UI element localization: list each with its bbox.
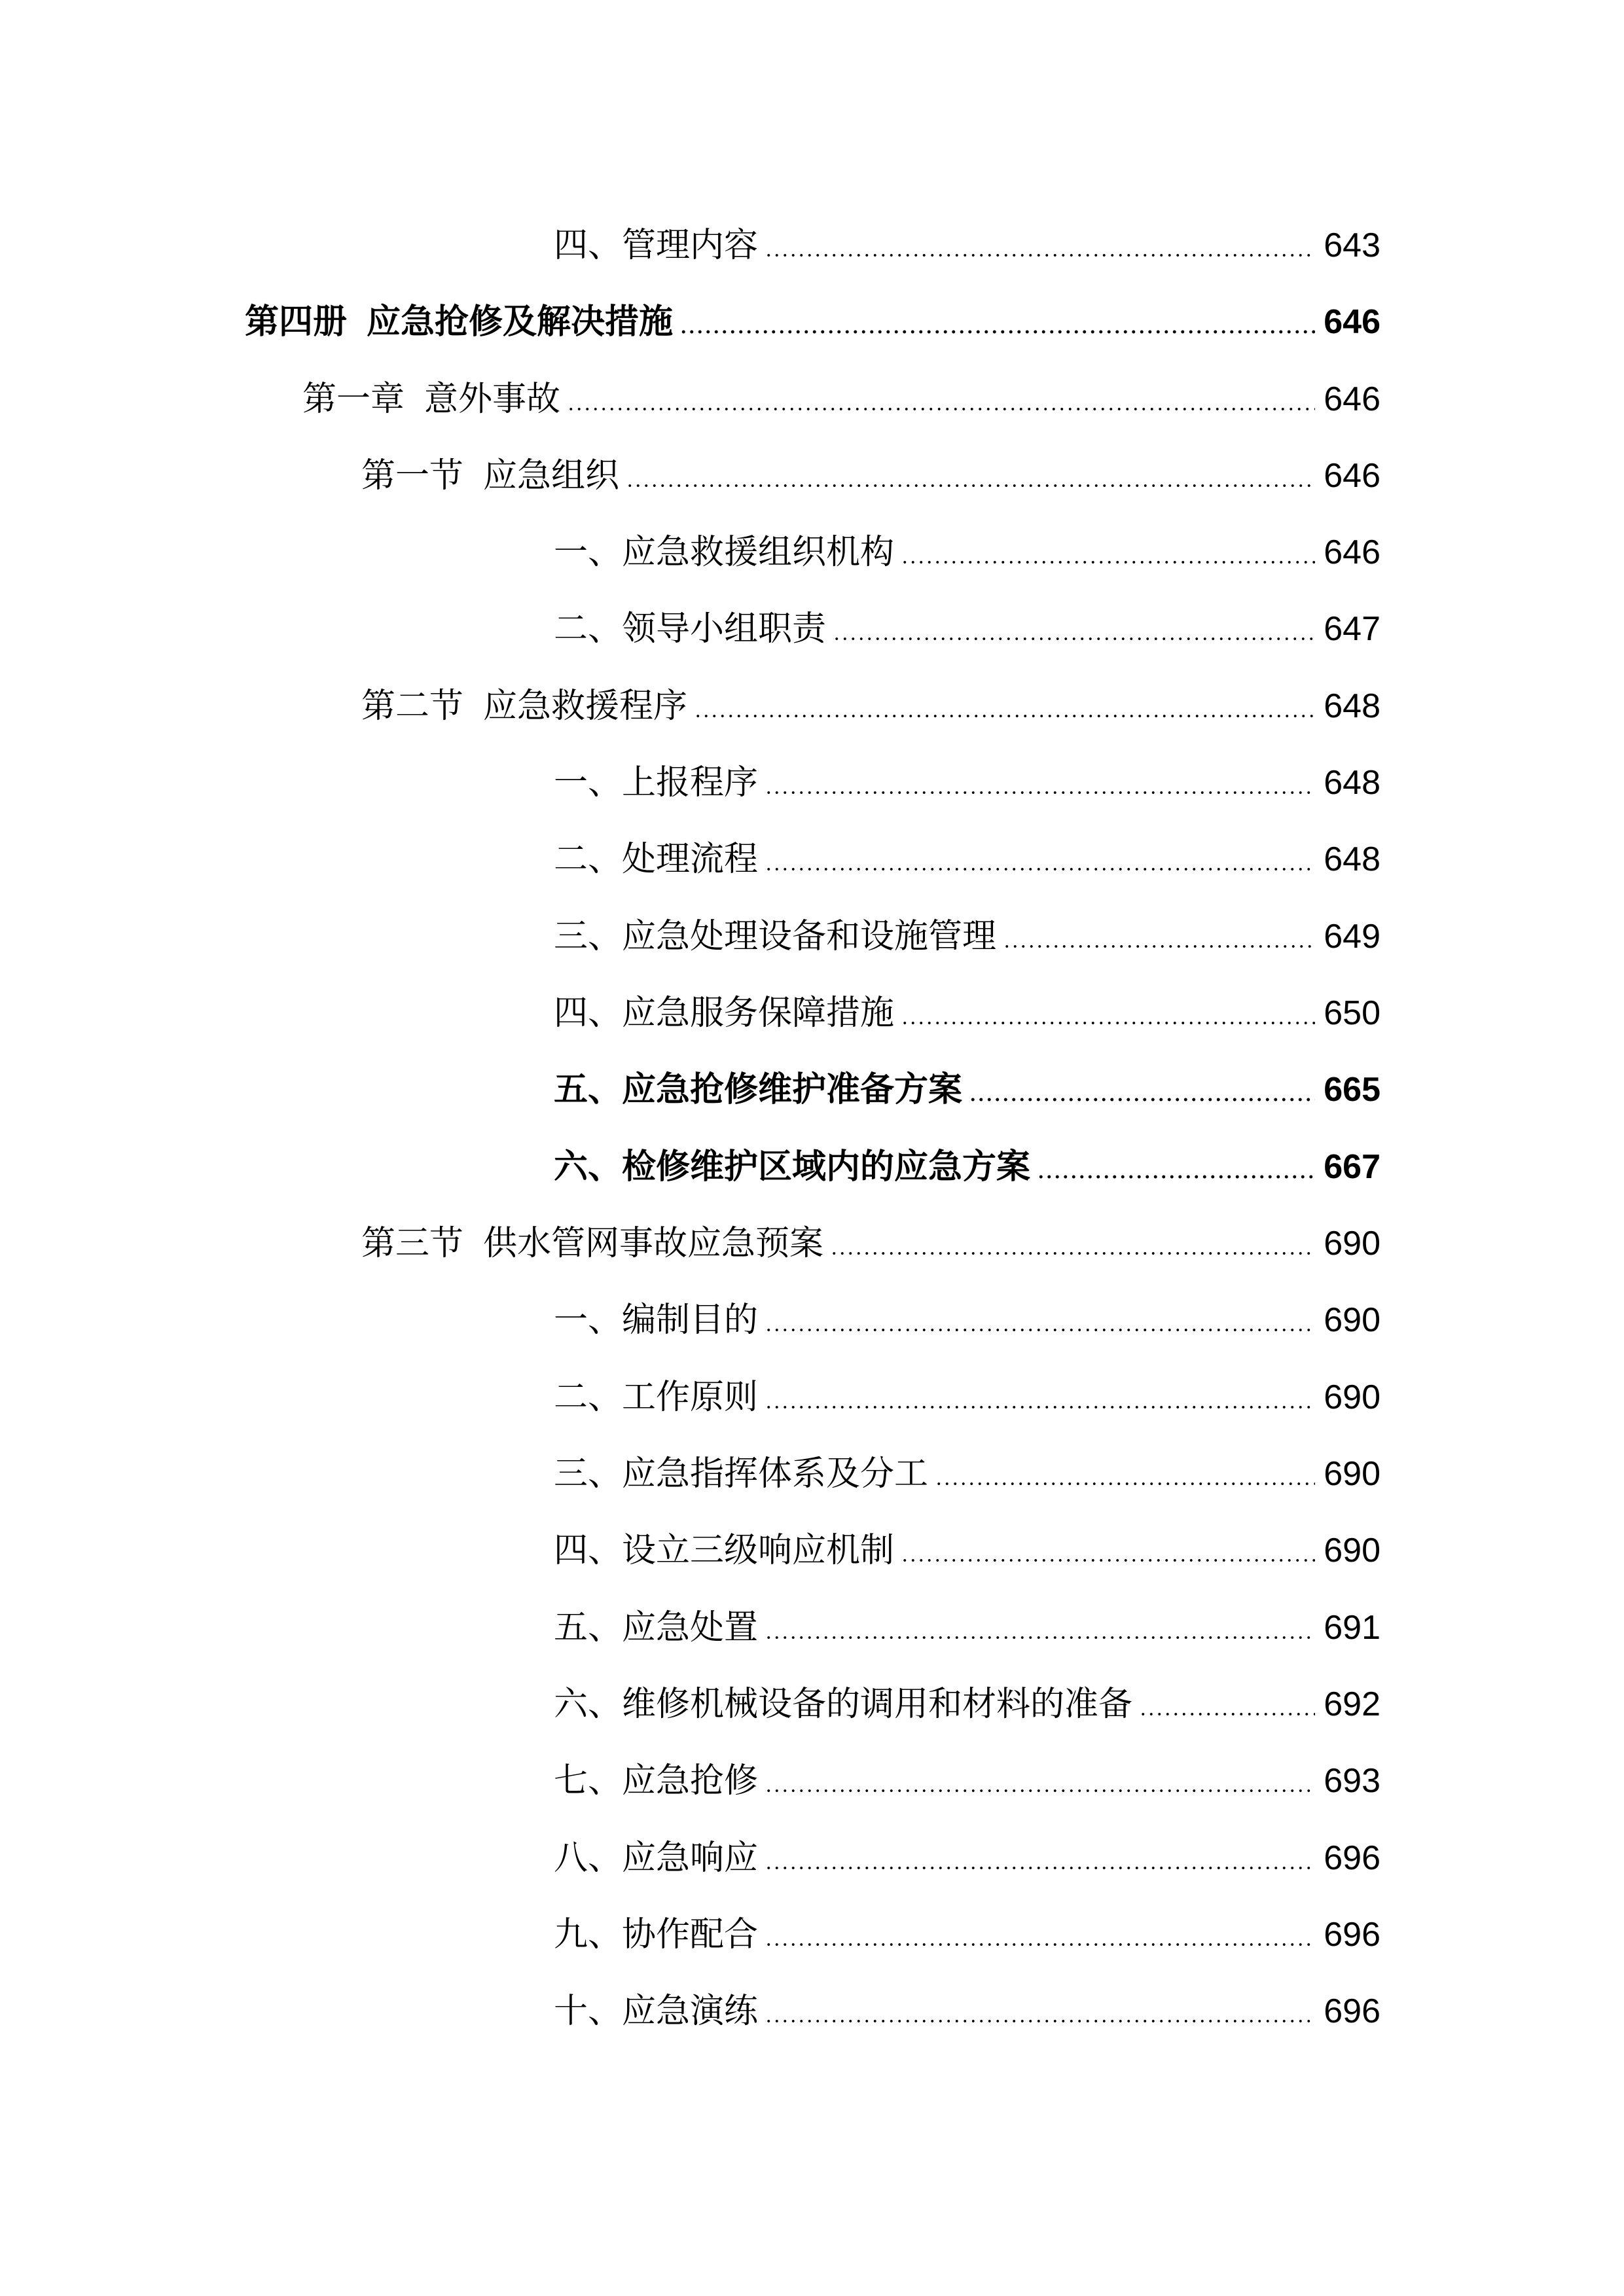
toc-entry-label: 应急抢修及解决措施 — [367, 302, 674, 342]
toc-entry-prefix: 第一节 — [361, 456, 464, 495]
toc-entry-page: 667 — [1324, 1148, 1380, 1186]
toc-dot-leader — [765, 1789, 1315, 1793]
toc-entry-title: 十、应急演练 — [554, 1992, 759, 2031]
toc-entry[interactable] — [554, 1294, 1380, 1346]
toc-entry-page: 696 — [1324, 1839, 1380, 1877]
toc-entry-label: 意外事故 — [424, 380, 561, 419]
toc-entry-page: 647 — [1324, 610, 1380, 648]
toc-entry[interactable] — [554, 603, 1380, 655]
toc-entry-title: 五、应急处置 — [554, 1608, 759, 1647]
toc-entry-volume[interactable] — [245, 296, 1380, 348]
toc-entry-title: 三、应急处理设备和设施管理 — [554, 917, 997, 956]
toc-entry-page: 643 — [1324, 226, 1380, 264]
toc-entry-title: 六、检修维护区域内的应急方案 — [554, 1147, 1031, 1187]
toc-entry-page: 665 — [1324, 1071, 1380, 1109]
toc-entry-page: 649 — [1324, 918, 1380, 956]
toc-dot-leader — [969, 1098, 1315, 1102]
toc-entry-prefix: 第一章 — [302, 380, 405, 419]
toc-entry-page: 690 — [1324, 1301, 1380, 1339]
toc-entry-title: 六、维修机械设备的调用和材料的准备 — [554, 1685, 1133, 1724]
toc-entry[interactable] — [554, 1448, 1380, 1500]
toc-dot-leader — [833, 637, 1315, 641]
toc-dot-leader — [567, 407, 1315, 411]
toc-entry-section[interactable] — [361, 450, 1380, 502]
toc-entry-chapter[interactable] — [302, 373, 1380, 425]
toc-dot-leader — [765, 791, 1315, 795]
toc-dot-leader — [765, 1866, 1315, 1870]
toc-entry-title: 八、应急响应 — [554, 1839, 759, 1878]
toc-entry-title: 四、管理内容 — [554, 226, 759, 265]
toc-dot-leader — [765, 2019, 1315, 2023]
toc-dot-leader — [901, 1021, 1315, 1025]
toc-entry-title: 九、协作配合 — [554, 1915, 759, 1954]
toc-dot-leader — [765, 1636, 1315, 1640]
toc-dot-leader — [830, 1251, 1315, 1255]
toc-entry[interactable] — [554, 1141, 1380, 1193]
toc-entry-title: 二、工作原则 — [554, 1378, 759, 1417]
toc-entry-page: 690 — [1324, 1532, 1380, 1570]
toc-entry-title: 三、应急指挥体系及分工 — [554, 1454, 929, 1494]
toc-entry-page: 690 — [1324, 1225, 1380, 1263]
toc-entry-prefix: 第二节 — [361, 687, 464, 726]
toc-entry-page: 691 — [1324, 1609, 1380, 1647]
toc-dot-leader — [1139, 1712, 1315, 1716]
toc-entry-title: 七、应急抢修 — [554, 1761, 759, 1801]
toc-entry[interactable] — [554, 1909, 1380, 1961]
toc-entry-title: 四、设立三级响应机制 — [554, 1531, 895, 1570]
toc-entry-title: 四、应急服务保障措施 — [554, 994, 895, 1033]
toc-dot-leader — [935, 1482, 1315, 1486]
toc-entry-title — [361, 1217, 827, 1270]
toc-entry-title: 一、应急救援组织机构 — [554, 533, 895, 572]
toc-entry-title: 二、处理流程 — [554, 840, 759, 879]
toc-dot-leader — [1003, 944, 1315, 948]
toc-dot-leader — [679, 330, 1315, 334]
toc-entry[interactable] — [554, 1064, 1380, 1116]
toc-entry-title — [302, 373, 564, 425]
toc-entry-title: 五、应急抢修维护准备方案 — [554, 1070, 963, 1109]
toc-dot-leader — [901, 1558, 1315, 1562]
toc-entry-page: 646 — [1324, 457, 1380, 495]
toc-entry[interactable] — [554, 1602, 1380, 1654]
toc-entry-title: 一、编制目的 — [554, 1300, 759, 1340]
toc-entry[interactable] — [554, 1371, 1380, 1424]
toc-entry-title — [361, 680, 691, 732]
toc-entry[interactable] — [554, 1678, 1380, 1731]
toc-dot-leader — [901, 560, 1315, 564]
toc-entry-page: 693 — [1324, 1762, 1380, 1800]
toc-dot-leader — [765, 253, 1315, 257]
toc-entry-label: 供水管网事故应急预案 — [483, 1224, 824, 1263]
toc-entry-section[interactable] — [361, 1217, 1380, 1270]
toc-entry[interactable] — [554, 910, 1380, 963]
toc-entry[interactable] — [554, 833, 1380, 886]
toc-entry[interactable] — [554, 1755, 1380, 1807]
toc-entry-prefix: 第四册 — [245, 302, 348, 342]
toc-entry-title: 一、上报程序 — [554, 763, 759, 802]
toc-dot-leader — [694, 714, 1315, 718]
toc-entry-page: 646 — [1324, 380, 1380, 418]
toc-entry-section[interactable] — [361, 680, 1380, 732]
toc-entry-page: 648 — [1324, 764, 1380, 802]
toc-dot-leader — [765, 867, 1315, 871]
toc-entry[interactable] — [554, 1524, 1380, 1577]
toc-entry-title — [361, 450, 623, 502]
toc-dot-leader — [765, 1943, 1315, 1946]
toc-entry[interactable] — [554, 757, 1380, 809]
toc-entry[interactable] — [554, 1985, 1380, 2037]
toc-entry[interactable] — [554, 526, 1380, 579]
toc-entry[interactable] — [554, 1832, 1380, 1884]
toc-entry-prefix: 第三节 — [361, 1224, 464, 1263]
toc-entry-page: 690 — [1324, 1455, 1380, 1493]
toc-entry-page: 646 — [1324, 533, 1380, 571]
toc-entry-page: 648 — [1324, 840, 1380, 878]
toc-dot-leader — [765, 1328, 1315, 1332]
toc-entry-page: 690 — [1324, 1378, 1380, 1416]
toc-entry-page: 696 — [1324, 1992, 1380, 2030]
toc-entry-page: 692 — [1324, 1685, 1380, 1723]
toc-entry-title — [245, 296, 677, 348]
toc-entry-label: 应急救援程序 — [483, 687, 688, 726]
toc-dot-leader — [765, 1405, 1315, 1409]
toc-entry-page: 646 — [1324, 303, 1380, 341]
toc-entry-title: 二、领导小组职责 — [554, 609, 827, 649]
toc-dot-leader — [1037, 1175, 1315, 1179]
toc-entry-page: 648 — [1324, 687, 1380, 725]
toc-entry-label: 应急组织 — [483, 456, 620, 495]
toc-entry-page: 696 — [1324, 1916, 1380, 1954]
toc-dot-leader — [626, 484, 1315, 488]
toc-entry-page: 650 — [1324, 994, 1380, 1032]
toc-entry[interactable] — [554, 219, 1380, 272]
toc-entry[interactable] — [554, 987, 1380, 1039]
